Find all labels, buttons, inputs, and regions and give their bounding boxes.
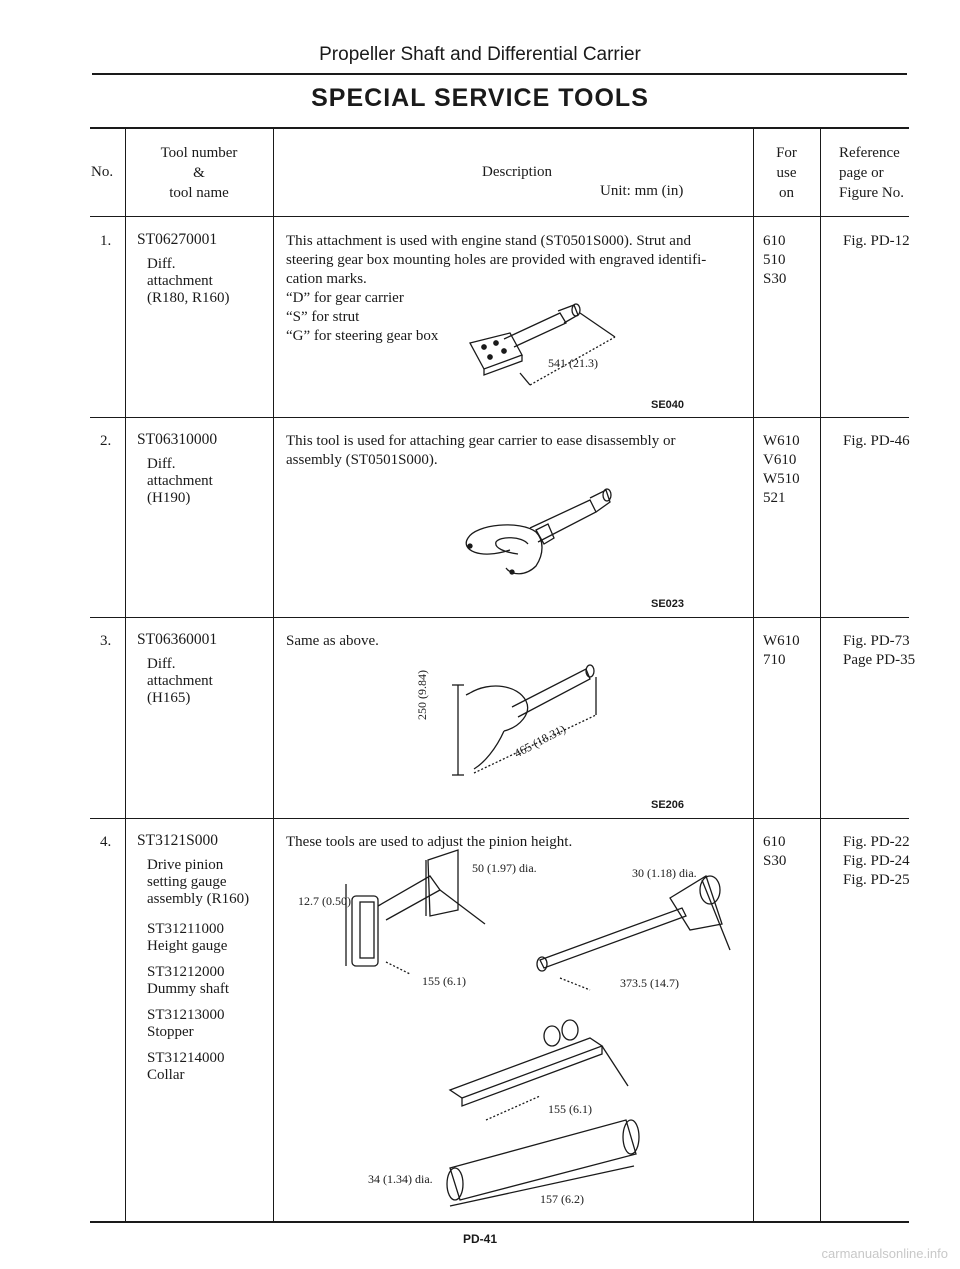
header-tool-number-line: Tool number bbox=[160, 145, 238, 161]
description-line: This tool is used for attaching gear carrier to ease disassembly or bbox=[286, 433, 676, 449]
row-divider bbox=[90, 617, 909, 618]
reference-value: Fig. PD-12 bbox=[843, 233, 910, 249]
dimension-label: 12.7 (0.50) bbox=[298, 894, 351, 908]
for-use-value: 610 bbox=[763, 834, 786, 850]
for-use-value: 610 bbox=[763, 233, 786, 249]
reference bbox=[843, 632, 915, 670]
header-unit: Unit: mm (in) bbox=[600, 183, 684, 199]
description-line: This attachment is used with engine stand (ST0501S000). Strut and bbox=[286, 233, 691, 249]
description-line: “G” for steering gear box bbox=[286, 328, 439, 344]
header-for-use-line: For bbox=[776, 145, 797, 161]
row-divider bbox=[90, 818, 909, 819]
tool-number: ST06310000 bbox=[137, 431, 218, 448]
for-use-value: S30 bbox=[763, 853, 787, 869]
description bbox=[286, 632, 379, 651]
dimension-label: 155 (6.1) bbox=[422, 974, 466, 988]
tool-name-line: assembly (R160) bbox=[147, 891, 250, 907]
figure-code: SE206 bbox=[651, 799, 685, 811]
subpart-number: ST31214000 bbox=[147, 1050, 225, 1066]
header-reference bbox=[839, 143, 904, 203]
description-line: Same as above. bbox=[286, 633, 379, 649]
for-use-value: 521 bbox=[763, 490, 786, 506]
tool-name-line: Diff. bbox=[147, 456, 176, 472]
for-use-value: W610 bbox=[763, 633, 800, 649]
for-use bbox=[763, 833, 786, 871]
dimension-label: 34 (1.34) dia. bbox=[368, 1172, 433, 1186]
tool-name-line: (H190) bbox=[147, 490, 191, 506]
subpart-number: ST31212000 bbox=[147, 964, 225, 980]
subpart-number: ST31213000 bbox=[147, 1007, 225, 1023]
tool-illustration-diff-attachment-h165 bbox=[400, 655, 620, 795]
section-title: Propeller Shaft and Differential Carrier bbox=[319, 44, 641, 65]
column-divider bbox=[753, 127, 754, 1222]
tool-name bbox=[147, 456, 213, 507]
tool-name-line: Diff. bbox=[147, 656, 176, 672]
reference-value: Fig. PD-22 bbox=[843, 834, 910, 850]
tool-number: ST06360001 bbox=[137, 631, 218, 648]
watermark: carmanualsonline.info bbox=[821, 1246, 948, 1261]
description-line: These tools are used to adjust the pinion height. bbox=[286, 834, 573, 850]
reference-value: Fig. PD-46 bbox=[843, 433, 910, 449]
reference-value: Fig. PD-73 bbox=[843, 633, 910, 649]
column-divider bbox=[125, 127, 126, 1222]
dimension-label: 30 (1.18) dia. bbox=[632, 866, 697, 880]
tool-illustration-diff-attachment bbox=[440, 295, 630, 405]
row-number: 1. bbox=[100, 233, 112, 249]
dimension-label: 373.5 (14.7) bbox=[620, 976, 679, 990]
dimension-label: 155 (6.1) bbox=[548, 1102, 592, 1116]
tool-name-line: Drive pinion bbox=[147, 857, 224, 873]
reference-value: Page PD-35 bbox=[843, 652, 916, 668]
subpart-name: Dummy shaft bbox=[147, 981, 230, 997]
page-title: SPECIAL SERVICE TOOLS bbox=[311, 84, 649, 112]
tool-illustration-pinion-setting-gauge bbox=[290, 850, 740, 1210]
subpart bbox=[147, 1050, 225, 1084]
tool-name-line: setting gauge bbox=[147, 874, 227, 890]
reference bbox=[843, 432, 910, 451]
description-line: “D” for gear carrier bbox=[286, 290, 404, 306]
for-use bbox=[763, 232, 786, 289]
header-for-use-line: use bbox=[776, 165, 797, 181]
header-tool-number bbox=[125, 143, 273, 203]
tool-name-line: Diff. bbox=[147, 256, 176, 272]
dimension-label: 465 (18.31) bbox=[511, 721, 568, 761]
header-description: Description bbox=[482, 164, 552, 180]
figure-code: SE040 bbox=[651, 399, 685, 411]
page-number: PD-41 bbox=[462, 1232, 497, 1246]
description-line: “S” for strut bbox=[286, 309, 360, 325]
description-line: assembly (ST0501S000). bbox=[286, 452, 438, 468]
row-divider bbox=[90, 417, 909, 418]
reference bbox=[843, 833, 910, 890]
row-number: 2. bbox=[100, 433, 112, 449]
tool-name-line: (R180, R160) bbox=[147, 290, 230, 306]
header-bottom-rule bbox=[90, 216, 909, 217]
reference bbox=[843, 232, 910, 251]
for-use-value: W610 bbox=[763, 433, 800, 449]
for-use bbox=[763, 432, 800, 508]
for-use-value: V610 bbox=[763, 452, 797, 468]
row-number: 4. bbox=[100, 834, 112, 850]
description bbox=[286, 432, 675, 470]
dimension-label: 157 (6.2) bbox=[540, 1192, 584, 1206]
column-divider bbox=[820, 127, 821, 1222]
tool-name-line: attachment bbox=[147, 473, 213, 489]
dimension-label: 541 (21.3) bbox=[548, 356, 598, 370]
header-for-use bbox=[753, 143, 820, 203]
tool-name-line: (H165) bbox=[147, 690, 191, 706]
tool-name-line: attachment bbox=[147, 673, 213, 689]
table-bottom-rule bbox=[90, 1221, 909, 1223]
row-number: 3. bbox=[100, 633, 112, 649]
for-use-value: S30 bbox=[763, 271, 787, 287]
subpart-name: Height gauge bbox=[147, 938, 228, 954]
tool-name bbox=[147, 857, 249, 908]
tool-name-line: attachment bbox=[147, 273, 213, 289]
reference-value: Fig. PD-25 bbox=[843, 872, 910, 888]
subpart-name: Collar bbox=[147, 1067, 185, 1083]
dimension-label: 50 (1.97) dia. bbox=[472, 861, 537, 875]
table-top-rule bbox=[90, 127, 909, 129]
subpart bbox=[147, 921, 227, 955]
for-use-value: 510 bbox=[763, 252, 786, 268]
for-use-value: 710 bbox=[763, 652, 786, 668]
subpart bbox=[147, 1007, 225, 1041]
header-reference-line: page or bbox=[839, 165, 884, 181]
figure-code: SE023 bbox=[651, 598, 685, 610]
subpart-number: ST31211000 bbox=[147, 921, 224, 937]
subpart bbox=[147, 964, 229, 998]
header-tool-number-line: & bbox=[193, 165, 205, 181]
header-tool-number-line: tool name bbox=[169, 185, 229, 201]
column-divider bbox=[273, 127, 274, 1222]
tool-number: ST06270001 bbox=[137, 231, 218, 248]
header-for-use-line: on bbox=[779, 185, 794, 201]
description-line: cation marks. bbox=[286, 271, 367, 287]
for-use bbox=[763, 632, 800, 670]
for-use-value: W510 bbox=[763, 471, 800, 487]
tool-illustration-diff-attachment-h190 bbox=[440, 480, 630, 590]
reference-value: Fig. PD-24 bbox=[843, 853, 910, 869]
header-rule bbox=[92, 73, 907, 75]
dimension-label: 250 (9.84) bbox=[415, 670, 429, 720]
tool-number: ST3121S000 bbox=[137, 832, 218, 849]
subpart-name: Stopper bbox=[147, 1024, 194, 1040]
header-no: No. bbox=[91, 164, 114, 180]
tool-name bbox=[147, 656, 213, 707]
tool-name bbox=[147, 256, 230, 307]
header-reference-line: Figure No. bbox=[839, 185, 904, 201]
description-line: steering gear box mounting holes are provided with engraved identifi- bbox=[286, 252, 707, 268]
header-reference-line: Reference bbox=[839, 145, 900, 161]
